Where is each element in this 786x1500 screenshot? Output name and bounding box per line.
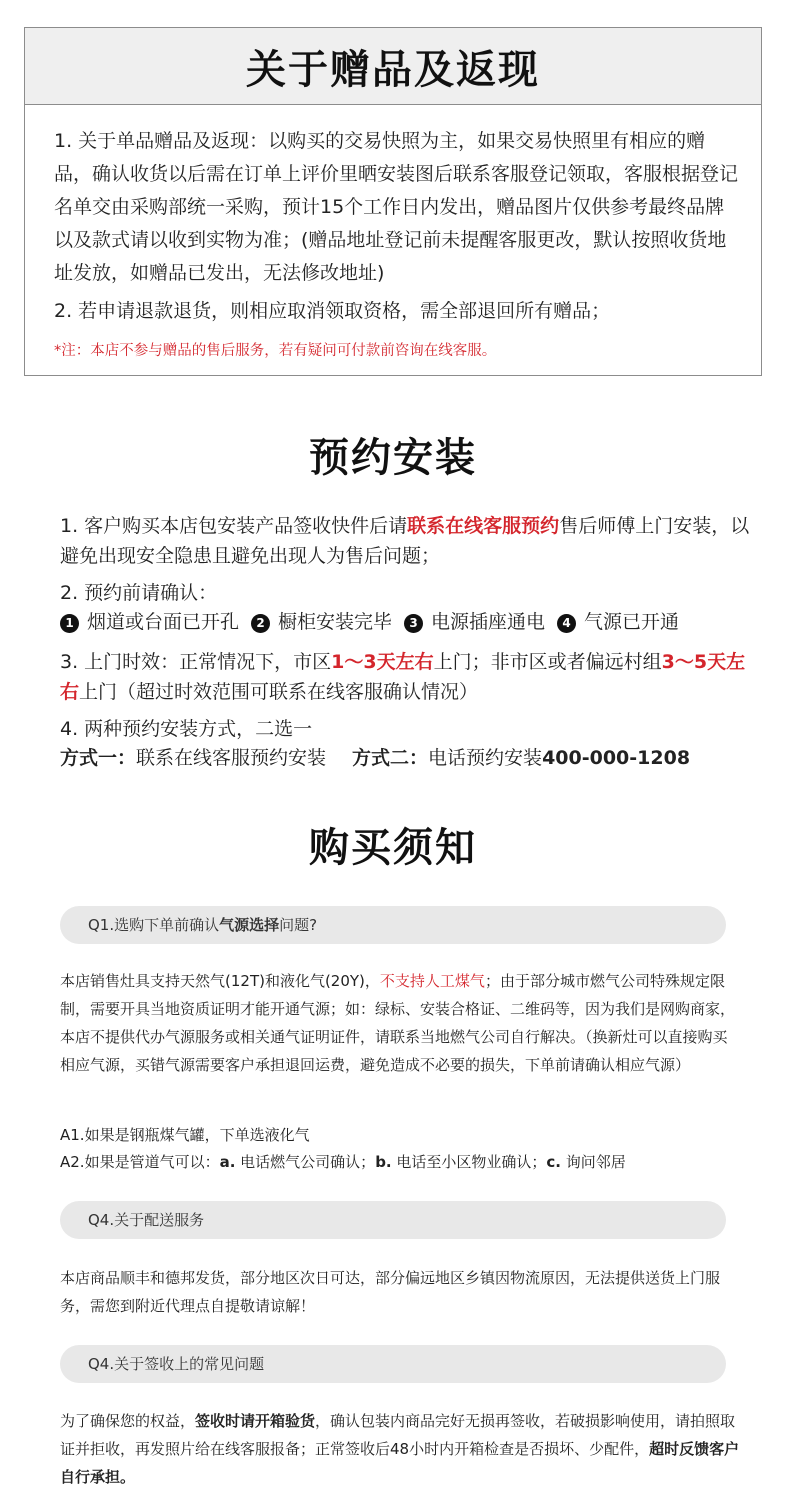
method-2-text: 电话预约安装	[428, 747, 543, 769]
install-step-1-text: 烟道或台面已开孔	[87, 611, 240, 633]
faq-q4-delivery-answer: 本店商品顺丰和德邦发货，部分地区次日可达，部分偏远地区乡镇因物流原因，无法提供送货上门服务，需您到附近代理点自提敬请谅解！	[60, 1269, 721, 1315]
faq-q4-receipt-bold-2: 超时反馈客户自行承担。	[60, 1440, 740, 1486]
install-phone: 400-000-1208	[542, 747, 691, 769]
install-item-3-b: 上门；非市区或者偏远村组	[433, 651, 662, 673]
gift-title: 关于赠品及返现	[246, 46, 540, 93]
faq-a2-a: A2.如果是管道气可以：	[60, 1153, 220, 1171]
gift-header	[25, 28, 761, 105]
install-steps	[60, 607, 760, 637]
faq-a2-d-label: c.	[546, 1153, 561, 1171]
install-step-2	[251, 611, 392, 633]
install-step-1	[60, 611, 239, 633]
install-step-4-text: 气源已开通	[584, 611, 680, 633]
gift-body	[25, 105, 761, 362]
install-item-1	[60, 511, 760, 571]
faq-q4-receipt-label: Q4.关于签收上的常见问题	[88, 1355, 265, 1373]
method-1-label: 方式一：	[60, 747, 137, 769]
faq-q1-b: 问题?	[279, 916, 318, 934]
faq-q4-receipt-a: 为了确保您的权益，	[60, 1412, 196, 1430]
faq-a2-d: 询问邻居	[561, 1153, 626, 1171]
faq-q1-answer-red: 不支持人工煤气	[379, 972, 485, 990]
circle-4-icon: 4	[557, 614, 576, 633]
install-item-3-a: 3. 上门时效：正常情况下，市区	[60, 651, 332, 673]
install-item-1-b: 售后师傅上门安装，以避免出现安全隐患且避免出现人为售后问题；	[60, 515, 750, 567]
faq-q4-delivery-label: Q4.关于配送服务	[88, 1211, 205, 1229]
faq-a1: A1.如果是钢瓶煤气罐，下单选液化气	[60, 1126, 310, 1144]
install-item-4: 4. 两种预约安装方式，二选一	[60, 718, 313, 740]
gift-p1-paren: (赠品地址登记前未提醒客服更改，默认按照收货地址发放，如赠品已发出，无法修改地址)	[54, 229, 727, 284]
faq-a2	[60, 1148, 740, 1176]
install-item-1-red: 联系在线客服预约	[407, 515, 560, 537]
install-item-3-red-2: 3～5天左右	[60, 651, 746, 703]
faq-q4-receipt-b: ，确认包装内商品完好无损再签收，若破损影响使用，请拍照取证并拒收，再发照片给在线客服报备；正常签收后48小时内开箱检查是否损坏、少配件，	[60, 1412, 736, 1458]
gift-p1-text: 1. 关于单品赠品及返现：以购买的交易快照为主，如果交易快照里有相应的赠品，确认收货以后需在订单上评价里晒安装图后联系客服登记领取，客服根据登记名单交由采购部统一采购，预计15个工作日内发出，赠品图片仅供参考最终品牌以及款式请以收到实物为准；	[54, 130, 739, 251]
faq-q1-bold: 气源选择	[219, 916, 280, 934]
gift-paragraph-1	[54, 125, 741, 290]
faq-a2-c-label: b.	[375, 1153, 392, 1171]
install-step-2-text: 橱柜安装完毕	[278, 611, 393, 633]
install-item-1-a: 1. 客户购买本店包安装产品签收快件后请	[60, 515, 408, 537]
faq-q1-answer-a: 本店销售灶具支持天然气(12T)和液化气(20Y)，	[60, 972, 380, 990]
circle-1-icon: 1	[60, 614, 79, 633]
install-item-3	[60, 647, 760, 707]
method-2-label: 方式二：	[352, 747, 429, 769]
faq-a2-c: 电话至小区物业确认；	[391, 1153, 547, 1171]
notice-title: 购买须知	[309, 825, 477, 871]
faq-q1-a: Q1.选购下单前确认	[88, 916, 220, 934]
install-item-3-c: 上门（超过时效范围可联系在线客服确认情况）	[79, 681, 479, 703]
method-1-text: 联系在线客服预约安装	[136, 747, 327, 769]
install-methods	[60, 743, 760, 773]
circle-3-icon: 3	[404, 614, 423, 633]
install-item-2-label: 2. 预约前请确认：	[60, 582, 218, 604]
faq-a2-b: 电话燃气公司确认；	[235, 1153, 376, 1171]
faq-q1-answer	[60, 967, 740, 1079]
gift-note: *注：本店不参与赠品的售后服务，若有疑问可付款前咨询在线客服。	[54, 343, 497, 359]
faq-q4-receipt-answer	[60, 1407, 740, 1491]
faq-q4-receipt-bar	[60, 1345, 726, 1383]
faq-q4-delivery-bar	[60, 1201, 726, 1239]
install-title: 预约安装	[309, 435, 477, 481]
circle-2-icon: 2	[251, 614, 270, 633]
faq-q1-bar	[60, 906, 726, 944]
install-item-3-red-1: 1～3天左右	[331, 651, 434, 673]
install-step-3-text: 电源插座通电	[431, 611, 546, 633]
install-step-4	[557, 611, 679, 633]
faq-q4-receipt-bold-1: 签收时请开箱验货	[195, 1412, 316, 1430]
faq-a2-b-label: a.	[219, 1153, 236, 1171]
faq-q1-answer-b: ；由于部分城市燃气公司特殊规定限制，需要开具当地资质证明才能开通气源；如：绿标、安装合格证、二维码等，因为我们是网购商家，本店不提供代办气源服务或相关通气证明证件，请联系当地燃气公司自行解决。（换新灶可以直接购买相应气源，买错气源需要客户承担退回运费，避免造成不必要的损失，下单前请确认相应气源）	[60, 972, 736, 1074]
gift-paragraph-2: 2. 若申请退款退货，则相应取消领取资格，需全部退回所有赠品；	[54, 300, 611, 322]
install-step-3	[404, 611, 545, 633]
gift-section	[24, 27, 762, 376]
